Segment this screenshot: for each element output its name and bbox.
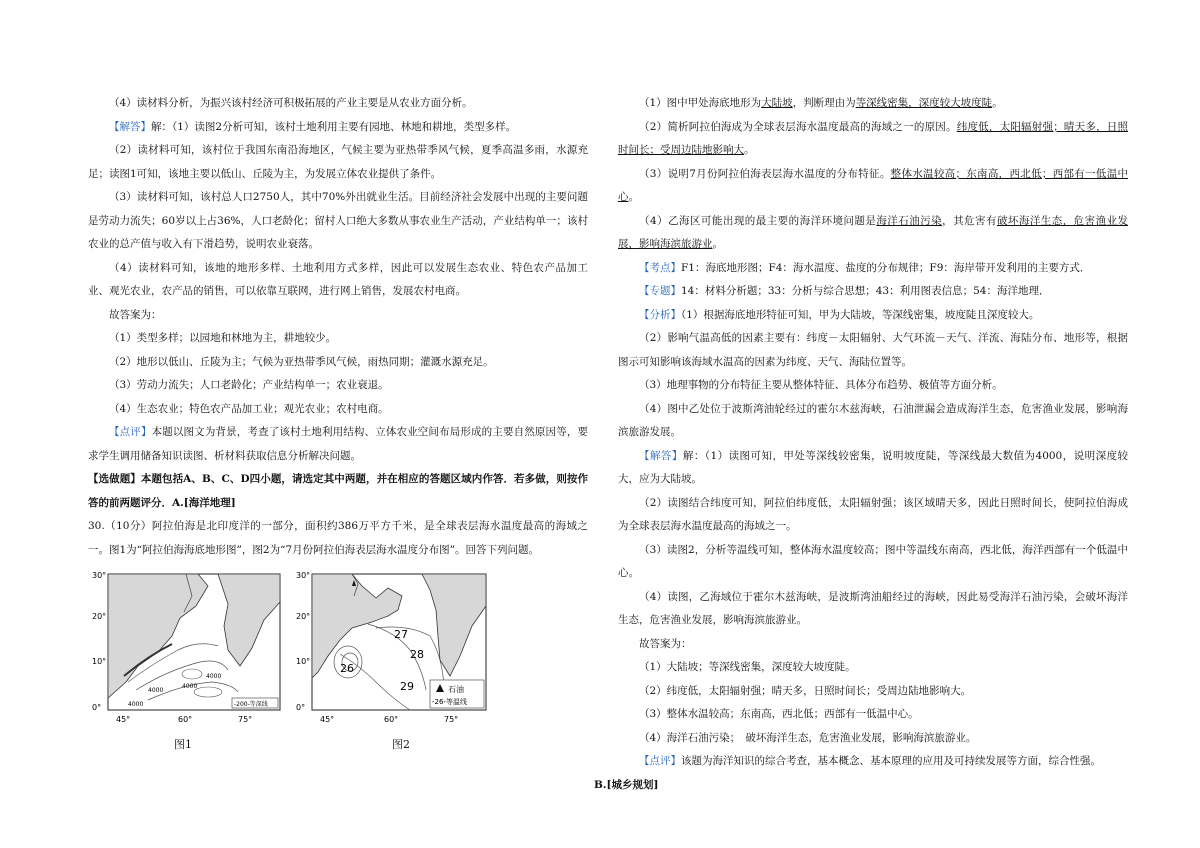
- q30-part4: （4）乙海区可能出现的最主要的海洋环境问题是海洋石油污染，其危害有破坏海洋生态，危害渔业发展，影响海滨旅游业。: [618, 214, 1129, 250]
- q4-analysis: （4）读材料分析，为振兴该村经济可积极拓展的产业主要是从农业方面分析。: [109, 97, 473, 109]
- answer-2: （2）读材料可知，该村位于我国东南沿海地区，气候主要为亚热带季风气候，夏季高温多雨，水源充足；读图1可知，该地主要以低山、丘陵为主，为发展立体农业提供了条件。: [88, 144, 588, 180]
- comment: 【点评】该题为海洋知识的综合考查，基本概念、基本原理的应用及可持续发展等方面，综合性强。: [639, 755, 1101, 767]
- analysis-3: （3）地理事物的分布特征主要从整体特征、具体分布趋势、极值等方面分析。: [639, 379, 1003, 391]
- solution-1: 【解答】解：（1）读图可知，甲处等深线较密集，说明坡度陡，等深线最大数值为4000，说明深度较大，应为大陆坡。: [618, 449, 1129, 485]
- fig1-lon-45: 45°: [116, 715, 131, 724]
- fig1-lat-30: 30°: [92, 571, 107, 580]
- final-answer-2: （2）纬度低，太阳辐射强；晴天多，日照时间长；受周边陆地影响大。: [639, 684, 972, 697]
- fig1-lat-10: 10°: [92, 657, 107, 666]
- left-column: [88, 92, 589, 751]
- comment-label: 【点评】: [639, 755, 681, 767]
- fig1-legend-isobath: -200-等深线: [234, 701, 268, 708]
- q30-part3: （3）说明7月份阿拉伯海表层海水温度的分布特征。整体水温较高；东南高，西北低；西部有一低温中心。: [618, 167, 1128, 203]
- fig2-isotherm-27: 27: [394, 628, 408, 641]
- final-answer-1: （1）大陆坡；等深线密集，深度较大坡度陡。: [639, 661, 856, 673]
- solution-3: （3）读图2，分析等温线可知，整体海水温度较高；图中等温线东南高，西北低，海洋西部有一个低温中心。: [618, 543, 1128, 579]
- fig2-isotherm-28: 28: [410, 648, 424, 661]
- fig1-depth-label: 4000: [206, 673, 222, 680]
- final-answer-3: （3）整体水温较高；东南高，西北低；西部有一低温中心。: [639, 708, 919, 720]
- knowledge-points: 【考点】F1：海底地形图；F4：海水温度、盐度的分布规律；F9：海岸带开发利用的主要方式．: [639, 261, 1091, 274]
- figure-1-seabed-map: [88, 566, 288, 731]
- knowledge-label: 【考点】: [639, 261, 681, 274]
- fig2-lon-60: 60°: [384, 715, 399, 724]
- fig2-lat-20: 20°: [296, 612, 311, 621]
- fig1-lat-20: 20°: [92, 612, 107, 621]
- analysis-2: （2）影响气温高低的因素主要有：纬度－太阳辐射、大气环流－天气、洋流、海陆分布、地形等，根据图示可知影响该海域水温高的因素为纬度、天气、海陆位置等。: [618, 332, 1128, 368]
- question-30: 30.（10分）阿拉伯海是北印度洋的一部分，面积约386万平方千米，是全球表层海水温度最高的海域之一。图1为“阿拉伯海海底地形图”，图2为“7月份阿拉伯海表层海水温度分布图”。回答下列问题。: [88, 520, 588, 556]
- fig2-isotherm-26: 26: [340, 662, 354, 675]
- q30-part2: （2）简析阿拉伯海成为全球表层海水温度最高的海域之一的原因。纬度低，太阳辐射强；晴天多，日照时间长；受周边陆地影响大。: [618, 120, 1129, 156]
- final-answer-label: 故答案为：: [639, 637, 692, 650]
- comment: 【点评】本题以图文为背景，考查了该村土地利用结构、立体农业空间布局形成的主要自然原因等，要求学生调用储备知识读图、析材料获取信息分析解决问题。: [88, 426, 589, 462]
- final-answer-4: （4）生态农业；特色农产品加工业；观光农业；农村电商。: [109, 402, 389, 415]
- elective-section-heading: 【选做题】本题包括A、B、C、D四小题，请选定其中两题，并在相应的答题区域内作答．若多做，则按作答的前两题评分．A.[海洋地理]: [88, 473, 588, 509]
- fig2-lat-10: 10°: [296, 657, 311, 666]
- q30-part1: （1）图中甲处海底地形为大陆坡，判断理由为等深线密集，深度较大坡度陡。: [639, 97, 1003, 109]
- answer-3: （3）读材料可知，该村总人口2750人，其中70%外出就业生活。目前经济社会发展中出现的主要问题是劳动力流失；60岁以上占36%，人口老龄化；留村人口绝大多数从事农业生产活动，产业结构单一；该村农业的总产值与收入有下滑趋势，说明农业衰落。: [88, 191, 588, 250]
- fig2-lat-0: 0°: [296, 703, 306, 712]
- figures: [88, 566, 588, 751]
- fig1-lat-0: 0°: [92, 703, 102, 712]
- analysis-4: （4）图中乙处位于波斯湾油轮经过的霍尔木兹海峡，石油泄漏会造成海洋生态，危害渔业发展，影响海滨旅游发展。: [618, 402, 1128, 438]
- figure-2-sst-map: [292, 566, 502, 731]
- fig1-depth-label: 4000: [128, 701, 144, 708]
- answer-label: 【解答】: [109, 120, 151, 133]
- fig1-lon-60: 60°: [178, 715, 193, 724]
- final-answer-2: （2）地形以低山、丘陵为主；气候为亚热带季风气候，雨热同期；灌溉水源充足。: [109, 355, 494, 368]
- section-b-heading: B.[城乡规划]: [594, 778, 659, 791]
- answer-intro: 【解答】解：（1）读图2分析可知，该村土地利用主要有园地、林地和耕地，类型多样。: [109, 120, 517, 133]
- answer-4: （4）读材料可知，该地的地形多样、土地利用方式多样，因此可以发展生态农业、特色农产品加工业、观光农业，农产品的销售，可以依靠互联网，进行网上销售，发展农村电商。: [88, 261, 588, 297]
- solution-label: 【解答】: [639, 449, 683, 462]
- figure-1-caption: 图1: [174, 738, 192, 751]
- fig1-depth-label: 4000: [148, 687, 164, 694]
- comment-label: 【点评】: [109, 426, 152, 438]
- final-answer-3: （3）劳动力流失；人口老龄化；产业结构单一；农业衰退。: [109, 379, 389, 391]
- topic-label: 【专题】: [639, 285, 681, 297]
- analysis-label: 【分析】: [639, 308, 681, 321]
- fig2-lat-30: 30°: [296, 571, 311, 580]
- right-column: [594, 92, 1129, 797]
- final-answer-label: 故答案为：: [109, 308, 162, 321]
- final-answer-1: （1）类型多样；以园地和林地为主，耕地较少。: [109, 332, 337, 344]
- fig2-lon-75: 75°: [444, 715, 459, 724]
- fig2-lon-45: 45°: [320, 715, 335, 724]
- final-answer-4: （4）海洋石油污染； 破坏海洋生态，危害渔业发展，影响海滨旅游业。: [639, 731, 977, 744]
- fig2-legend-isotherm: -26-等温线: [432, 698, 467, 706]
- fig2-isotherm-29: 29: [400, 680, 414, 693]
- topic: 【专题】14：材料分析题；33：分析与综合思想；43：利用图表信息；54：海洋地理．: [639, 285, 1050, 297]
- fig2-legend-oil: 石油: [448, 685, 464, 694]
- analysis-1: 【分析】（1）根据海底地形特征可知，甲为大陆坡，等深线密集，坡度陡且深度较大。: [639, 308, 1040, 321]
- fig1-depth-label: 4000: [182, 683, 198, 690]
- fig1-lon-75: 75°: [238, 715, 253, 724]
- solution-4: （4）读图，乙海域位于霍尔木兹海峡，是波斯湾油船经过的海峡，因此易受海洋石油污染，会破坏海洋生态，危害渔业发展，影响海滨旅游业。: [618, 590, 1128, 626]
- solution-2: （2）读图结合纬度可知，阿拉伯纬度低，太阳辐射强；该区域晴天多，因此日照时间长，使阿拉伯海成为全球表层海水温度最高的海域之一。: [618, 496, 1128, 532]
- figure-2-caption: 图2: [392, 738, 410, 751]
